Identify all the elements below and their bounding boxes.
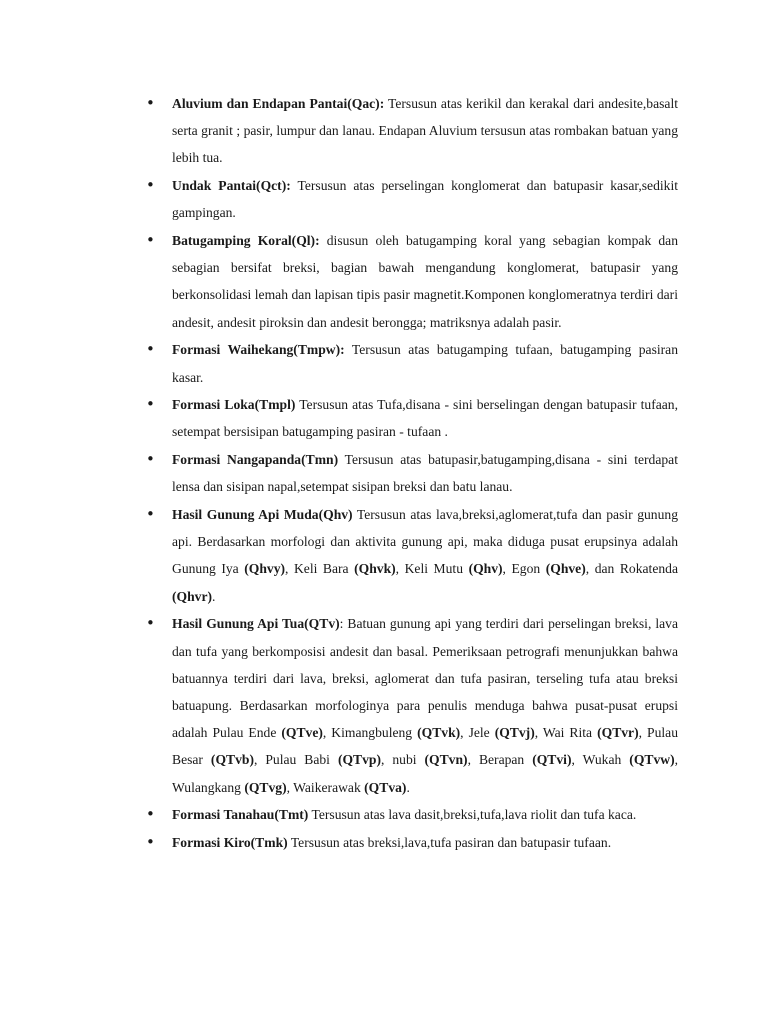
list-item: [148, 336, 678, 390]
list-item: [148, 391, 678, 445]
bold-term: Hasil Gunung Api Tua(QTv): [172, 616, 340, 632]
list-item: [148, 172, 678, 226]
item-text: .: [406, 779, 410, 795]
item-text: , Pulau Besar: [172, 725, 678, 768]
item-text: , Pulau Babi: [253, 752, 338, 768]
item-text: , Berapan: [467, 752, 533, 768]
item-text: , nubi: [381, 752, 425, 768]
item-text: disusun oleh batugamping koral yang sebagian kompak dan sebagian bersifat breksi, bagian bawah mengandung konglomerat, batupasir yang berkonsolidasi lemah dan lapisan tipis pasir magnetit.Komponen konglomeratnya terdiri dari andesit, andesit piroksin dan andesit berongga; matriksnya adalah pasir.: [172, 233, 679, 330]
list-item: [148, 90, 678, 172]
item-text: : Batuan gunung api yang terdiri dari perselingan breksi, lava dan tufa yang berkomposisi andesit dan basal. Pemeriksaan petrografi menunjukkan bahwa batuannya terdiri dari lava, breksi, aglomerat dan tufa pasiran, terseling tufa atau breksi batuapung. Berdasarkan morfologinya para penulis menduga bahwa pusat-pusat erupsi adalah Pulau Ende: [172, 616, 678, 741]
bold-term: (Qhv): [468, 561, 503, 577]
item-text: , Wulangkang: [172, 752, 679, 795]
bold-term: (QTvw): [629, 752, 675, 768]
item-text: , Egon: [502, 561, 546, 577]
bold-term: Formasi Kiro(Tmk): [172, 834, 288, 850]
item-text: Tersusun atas kerikil dan kerakal dari andesite,basalt serta granit ; pasir, lumpur dan lanau. Endapan Aluvium tersusun atas rombakan batuan yang lebih tua.: [172, 96, 679, 166]
bold-term: (QTvn): [424, 752, 468, 768]
list-item: [148, 501, 678, 610]
bold-term: (Qhvk): [354, 561, 396, 577]
item-text: Tersusun atas batugamping tufaan, batugamping pasiran kasar.: [172, 342, 678, 385]
formation-list: [148, 90, 678, 857]
bold-term: Hasil Gunung Api Muda(Qhv): [172, 507, 353, 523]
item-text: , Keli Mutu: [395, 561, 469, 577]
item-text: , Wai Rita: [534, 725, 598, 741]
bold-term: (QTvj): [494, 725, 535, 741]
bold-term: (QTve): [281, 725, 323, 741]
bold-term: Aluvium dan Endapan Pantai(Qac):: [172, 96, 385, 111]
bold-term: (Qhvr): [172, 588, 213, 604]
bold-term: (Qhve): [545, 561, 586, 577]
item-text: Tersusun atas Tufa,disana - sini berselingan dengan batupasir tufaan, setempat bersisipan batugamping pasiran - tufaan .: [172, 397, 678, 440]
item-text: Tersusun atas lava,breksi,aglomerat,tufa dan pasir gunung api. Berdasarkan morfologi dan aktivita gunung api, maka diduga pusat erupsinya adalah Gunung Iya: [172, 507, 678, 577]
bold-term: (QTvr): [597, 725, 639, 741]
item-text: , dan Rokatenda: [585, 561, 678, 577]
bold-term: (QTvk): [417, 725, 461, 741]
item-text: , Kimangbuleng: [322, 725, 418, 741]
bold-term: Undak Pantai(Qct):: [172, 178, 291, 194]
bold-term: Formasi Nangapanda(Tmn): [172, 452, 339, 468]
item-text: .: [212, 588, 216, 604]
list-item: [148, 446, 678, 500]
bold-term: (QTva): [364, 779, 407, 795]
item-text: Tersusun atas lava dasit,breksi,tufa,lava riolit dan tufa kaca.: [308, 807, 637, 823]
bold-term: (Qhvy): [244, 561, 286, 577]
item-text: , Jele: [460, 725, 495, 741]
item-text: , Wukah: [571, 752, 630, 768]
bold-term: (QTvb): [210, 752, 254, 768]
item-text: Tersusun atas batupasir,batugamping,disana - sini terdapat lensa dan sisipan napal,setempat sisipan breksi dan batu lanau.: [172, 452, 678, 495]
list-item: [148, 829, 678, 856]
list-item: [148, 610, 678, 800]
list-item: [148, 227, 678, 336]
item-text: Tersusun atas perselingan konglomerat dan batupasir kasar,sedikit gampingan.: [172, 178, 679, 221]
item-text: , Waikerawak: [286, 779, 365, 795]
bold-term: Batugamping Koral(Ql):: [172, 233, 320, 249]
bold-term: Formasi Loka(Tmpl): [172, 397, 296, 413]
bold-term: (QTvp): [337, 752, 381, 768]
bold-term: (QTvg): [244, 779, 287, 795]
list-item: [148, 801, 678, 828]
bold-term: Formasi Waihekang(Tmpw):: [172, 342, 345, 358]
bold-term: Formasi Tanahau(Tmt): [172, 807, 309, 823]
item-text: , Keli Bara: [285, 561, 355, 577]
bold-term: (QTvi): [532, 752, 572, 768]
item-text: Tersusun atas breksi,lava,tufa pasiran dan batupasir tufaan.: [287, 834, 612, 850]
